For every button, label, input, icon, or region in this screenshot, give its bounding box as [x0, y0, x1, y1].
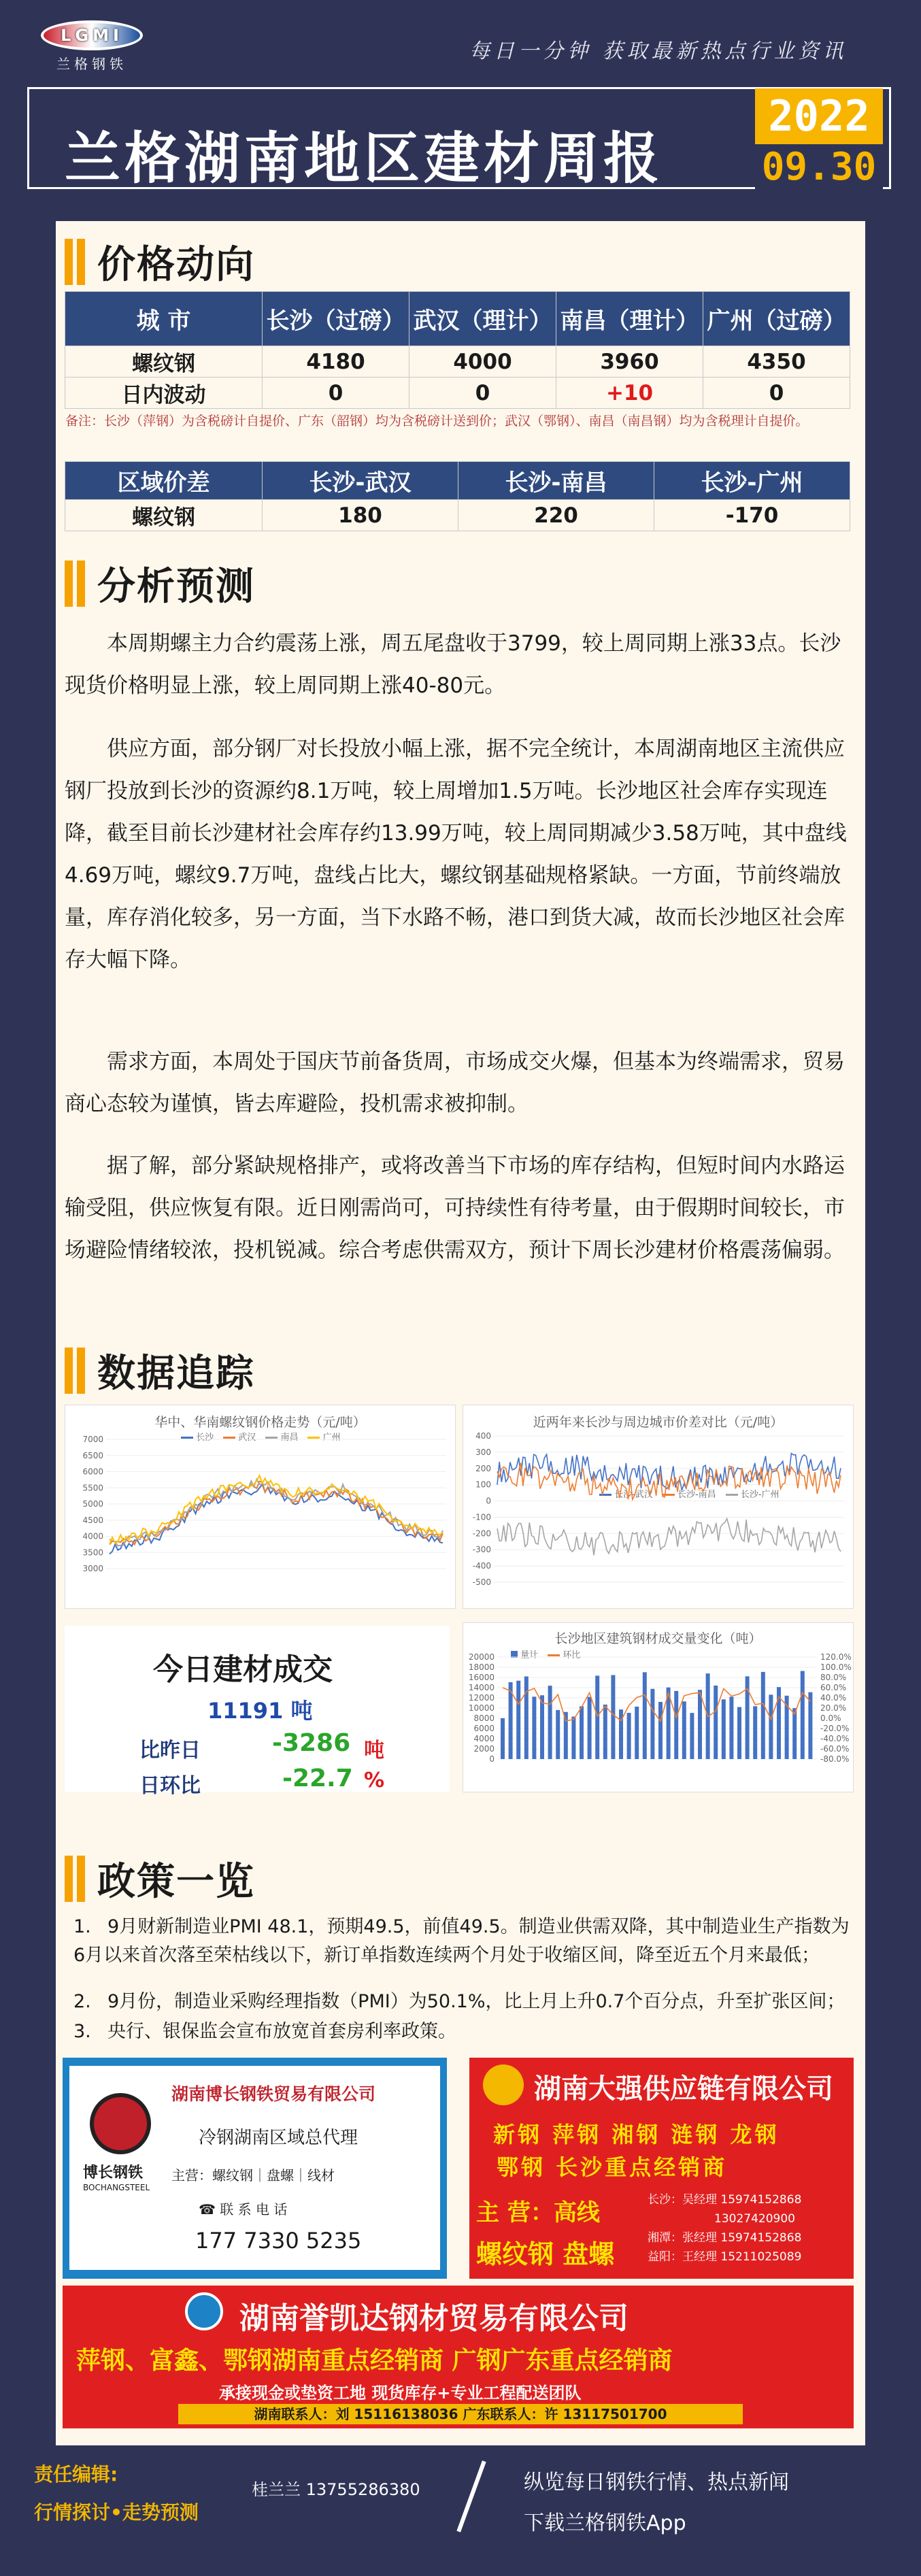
col-header: 武汉（理计） — [409, 292, 556, 346]
chart-plot — [463, 1405, 854, 1609]
price-trend-chart — [65, 1405, 456, 1609]
tick-label: 4500 — [82, 1515, 103, 1525]
tick-label: 10000 — [468, 1703, 495, 1713]
chart-plot — [463, 1623, 854, 1793]
bar — [650, 1689, 654, 1759]
year-badge: 2022 — [755, 88, 883, 144]
analysis-paragraph: 据了解，部分紧缺规格排产，或将改善当下市场的库存结构，但短时间内水路运输受阻，供应恢复有限。近日刚需尚可，可持续性有待考量，由于假期时间较长，市场避险情绪较浓，投机锐减。综合考虑供需双方，预计下周长沙建材价格震荡偏弱。 — [65, 1154, 845, 1262]
cell: 220 — [458, 500, 654, 531]
deal-label: 比昨日 — [139, 1739, 201, 1762]
col-header: 南昌（理计） — [556, 292, 703, 346]
bar — [643, 1672, 647, 1759]
col-header: 长沙-广州 — [654, 462, 850, 500]
bar — [571, 1717, 575, 1759]
bar — [548, 1686, 552, 1759]
bar — [540, 1695, 544, 1759]
bar — [682, 1701, 686, 1759]
bar — [801, 1671, 805, 1759]
tick-label: -20.0% — [820, 1724, 850, 1733]
legend-item: 长沙-广州 — [726, 1487, 780, 1500]
cell: 180 — [263, 500, 458, 531]
ad-brand-en: BOCHANGSTEEL — [83, 2183, 150, 2192]
bar — [501, 1718, 505, 1759]
tick-label: 60.0% — [820, 1683, 847, 1692]
ad-brand: 博长钢铁 — [83, 2164, 144, 2181]
section-price — [65, 235, 255, 289]
legend-item: 武汉 — [223, 1430, 256, 1443]
chart-plot — [65, 1405, 456, 1609]
section-title: 价格动向 — [97, 243, 255, 287]
section-title: 政策一览 — [97, 1860, 255, 1904]
ad-contact-label: ☎ 联 系 电 话 — [199, 2201, 288, 2218]
section-policy — [65, 1852, 255, 1906]
legend-item: 环比 — [548, 1647, 580, 1660]
ad-tagline: 冷钢湖南区域总代理 — [199, 2128, 358, 2148]
tick-label: 4000 — [473, 1734, 495, 1743]
tick-label: -40.0% — [820, 1734, 850, 1743]
cell: +10 — [556, 378, 703, 409]
ad-contacts: 湖南联系人：刘 15116138036 广东联系人：许 13117501700 — [178, 2404, 743, 2424]
cell: 4180 — [263, 346, 409, 378]
tick-label: -500 — [472, 1577, 491, 1587]
bar — [792, 1708, 797, 1759]
deal-unit: % — [364, 1769, 385, 1792]
section-title: 分析预测 — [97, 565, 255, 609]
chart-title: 华中、华南螺纹钢价格走势（元/吨） — [154, 1415, 366, 1430]
spread-chart — [463, 1405, 854, 1609]
bar — [674, 1691, 678, 1759]
footer-contact: 桂兰兰 13755286380 — [252, 2480, 420, 2499]
diff-table — [65, 461, 850, 531]
footer-divider — [456, 2460, 486, 2532]
bar — [564, 1712, 568, 1759]
logo-subtitle: 兰格钢铁 — [56, 56, 127, 72]
tick-label: 8000 — [473, 1713, 495, 1723]
tick-label: 0 — [489, 1754, 495, 1764]
tick-label: 5000 — [82, 1499, 103, 1509]
footer-app-promo[interactable]: 纵览每日钢铁行情、热点新闻 下载兰格钢铁App — [524, 2471, 789, 2535]
row-label: 日内波动 — [65, 378, 263, 409]
bar — [580, 1706, 584, 1759]
brand-logo — [41, 20, 156, 72]
price-table — [65, 291, 850, 409]
tick-label: 16000 — [468, 1673, 495, 1682]
bar — [753, 1706, 757, 1759]
cell: 0 — [263, 378, 409, 409]
ad-line2: 承接现金或垫资工地 现货库存+专业工程配送团队 — [219, 2383, 582, 2403]
legend-item: 长沙 — [181, 1430, 214, 1443]
bochang-logo-icon — [90, 2093, 151, 2154]
tick-label: 120.0% — [820, 1652, 852, 1662]
yukaida-logo-icon — [185, 2292, 223, 2330]
tick-label: -100 — [472, 1512, 491, 1522]
tick-label: -400 — [472, 1561, 491, 1571]
tick-label: 4000 — [82, 1531, 103, 1541]
bar — [635, 1707, 639, 1759]
row-label: 螺纹钢 — [65, 346, 263, 378]
tick-label: 200 — [475, 1463, 491, 1473]
tick-label: 3500 — [82, 1548, 103, 1558]
tick-label: 100.0% — [820, 1662, 852, 1672]
cell: 4000 — [409, 346, 556, 378]
tick-label: 12000 — [468, 1693, 495, 1703]
ad-dealer: 鄂钢 长沙重点经销商 — [497, 2154, 728, 2180]
bar — [516, 1681, 520, 1759]
cell: 0 — [409, 378, 556, 409]
bar — [532, 1696, 536, 1759]
section-title: 数据追踪 — [97, 1352, 255, 1396]
legend-item: 长沙-南昌 — [663, 1487, 716, 1500]
bar — [714, 1686, 718, 1759]
col-header: 城 市 — [65, 292, 263, 346]
slogan: 每日一分钟 获取最新热点行业资讯 — [469, 39, 848, 63]
legend-item: 量计 — [511, 1647, 538, 1660]
ad-brands: 新钢 萍钢 湘钢 涟钢 龙钢 — [493, 2122, 780, 2147]
deal-volume: 11191 吨 — [207, 1698, 313, 1724]
tick-label: 2000 — [473, 1744, 495, 1754]
bar — [611, 1675, 615, 1759]
footer-editor: 责任编辑: 行情探讨•走势预测 — [34, 2463, 199, 2524]
policy-item: 1. 9月财新制造业PMI 48.1，预期49.5，前值49.5。制造业供需双降，其中制造业生产指数为6月以来首次落至荣枯线以下，新订单指数连续两个月处于收缩区间，降至近五个月来最低； — [73, 1916, 850, 1966]
tick-label: -60.0% — [820, 1744, 850, 1754]
tick-label: 20.0% — [820, 1703, 847, 1713]
bar — [698, 1690, 702, 1759]
bar — [603, 1705, 607, 1759]
section-analysis — [65, 556, 255, 611]
cell: 3960 — [556, 346, 703, 378]
bar — [729, 1696, 733, 1759]
date-badge: 09.30 — [755, 144, 883, 190]
bar — [588, 1697, 592, 1759]
ad-daqiang[interactable] — [469, 2058, 854, 2279]
tick-label: 300 — [475, 1447, 491, 1457]
legend-item: 长沙-武汉 — [599, 1487, 653, 1500]
deal-label: 日环比 — [139, 1774, 201, 1798]
phone-icon: ☎ — [199, 2201, 216, 2218]
tick-label: 14000 — [468, 1683, 495, 1692]
daqiang-logo-icon — [483, 2064, 524, 2105]
legend-item: 南昌 — [265, 1430, 298, 1443]
bar — [556, 1710, 560, 1759]
bar — [524, 1677, 529, 1759]
cell: -170 — [654, 500, 850, 531]
tick-label: 400 — [475, 1431, 491, 1441]
tick-label: 40.0% — [820, 1693, 847, 1703]
cell: 4350 — [703, 346, 850, 378]
deal-title: 今日建材成交 — [153, 1652, 333, 1687]
tick-label: 6000 — [82, 1467, 103, 1477]
tick-label: 0.0% — [820, 1713, 841, 1723]
tick-label: 20000 — [468, 1652, 495, 1662]
ad-company: 湖南誉凯达钢材贸易有限公司 — [239, 2301, 629, 2336]
ad-main: 主 营：高线 — [476, 2199, 600, 2226]
bar — [595, 1675, 599, 1759]
tick-label: 7000 — [82, 1435, 103, 1444]
tick-label: 6500 — [82, 1450, 103, 1460]
bar — [808, 1692, 812, 1759]
ad-bochang[interactable] — [63, 2058, 447, 2279]
ad-yukaida[interactable] — [63, 2286, 854, 2428]
bar — [722, 1699, 726, 1759]
page-title: 兰格湖南地区建材周报 — [65, 127, 664, 191]
ad-main2: 螺纹钢 盘螺 — [476, 2239, 615, 2269]
bar — [690, 1713, 694, 1759]
bar — [627, 1713, 631, 1759]
tick-label: 0 — [486, 1496, 491, 1506]
tick-label: -200 — [472, 1528, 491, 1539]
analysis-paragraph: 供应方面，部分钢厂对长投放小幅上涨，据不完全统计，本周湖南地区主流供应钢厂投放到长沙的资源约8.1万吨，较上周增加1.5万吨。长沙地区社会库存实现连降，截至目前长沙建材社会库存约13.99万吨，较上周同期减少3.58万吨，其中盘线4.69万吨，螺纹9.7万吨，盘线占比大，螺纹钢基础规格紧缺。一方面，节前终端放量，库存消化较多，另一方面，当下水路不畅，港口到货大减，故而长沙地区社会库存大幅下降。 — [65, 737, 847, 972]
ad-phone: 177 7330 5235 — [195, 2228, 362, 2254]
ad-line1: 萍钢、富鑫、鄂钢湖南重点经销商 广钢广东重点经销商 — [76, 2347, 673, 2375]
cell: 0 — [703, 378, 850, 409]
bar — [761, 1672, 765, 1759]
policy-item: 2. 9月份，制造业采购经理指数（PMI）为50.1%，比上月上升0.7个百分点，升至扩张区间； — [73, 1991, 845, 2012]
volume-chart — [463, 1622, 854, 1792]
tick-label: 100 — [475, 1479, 491, 1490]
bar — [769, 1694, 773, 1759]
ad-company: 湖南博长钢铁贸易有限公司 — [171, 2084, 376, 2104]
ad-company: 湖南大强供应链有限公司 — [534, 2073, 833, 2105]
ad-main: 主营：螺纹钢｜盘螺｜线材 — [171, 2167, 335, 2184]
analysis-paragraph: 本周期螺主力合约震荡上涨，周五尾盘收于3799，较上周同期上涨33点。长沙现货价格明显上涨，较上周同期上涨40-80元。 — [65, 631, 841, 698]
tick-label: -300 — [472, 1545, 491, 1555]
col-header: 长沙-南昌 — [458, 462, 654, 500]
tick-label: 3000 — [82, 1564, 103, 1573]
deal-unit: 吨 — [364, 1739, 384, 1762]
chart-title: 近两年来长沙与周边城市价差对比（元/吨） — [533, 1415, 784, 1430]
analysis-paragraph: 需求方面，本周处于国庆节前备货周，市场成交火爆，但基本为终端需求，贸易商心态较为谨慎，皆去库避险，投机需求被抑制。 — [65, 1050, 845, 1116]
row-label: 螺纹钢 — [65, 500, 263, 531]
logo-mark: LGMI — [41, 20, 143, 50]
deal-value: -3286 — [272, 1729, 351, 1757]
bar — [658, 1702, 663, 1759]
col-header: 长沙-武汉 — [263, 462, 458, 500]
tick-label: -80.0% — [820, 1754, 850, 1764]
deal-value: -22.7 — [282, 1764, 353, 1792]
price-note: 备注：长沙（萍钢）为含税磅计自提价、广东（韶钢）均为含税磅计送到价；武汉（鄂钢）、南昌（南昌钢）均为含税理计自提价。 — [65, 414, 809, 429]
ad-contacts: 长沙：吴经理 15974152868 13027420900 湘潭：张经理 15974152868 益阳：王经理 15211025089 — [648, 2193, 802, 2264]
section-data — [65, 1343, 255, 1398]
daily-deal-card — [65, 1626, 450, 1798]
col-header: 区域价差 — [65, 462, 263, 500]
tick-label: 18000 — [468, 1662, 495, 1672]
series-line — [110, 1479, 443, 1546]
tick-label: 80.0% — [820, 1673, 847, 1682]
chart-title: 长沙地区建筑钢材成交量变化（吨） — [554, 1631, 762, 1646]
legend-item: 广州 — [307, 1430, 340, 1443]
series-line — [110, 1482, 443, 1545]
policy-item: 3. 央行、银保监会宣布放宽首套房利率政策。 — [73, 2021, 456, 2042]
col-header: 广州（过磅） — [703, 292, 850, 346]
col-header: 长沙（过磅） — [263, 292, 409, 346]
tick-label: 6000 — [473, 1724, 495, 1733]
bar — [737, 1707, 741, 1759]
tick-label: 5500 — [82, 1483, 103, 1493]
